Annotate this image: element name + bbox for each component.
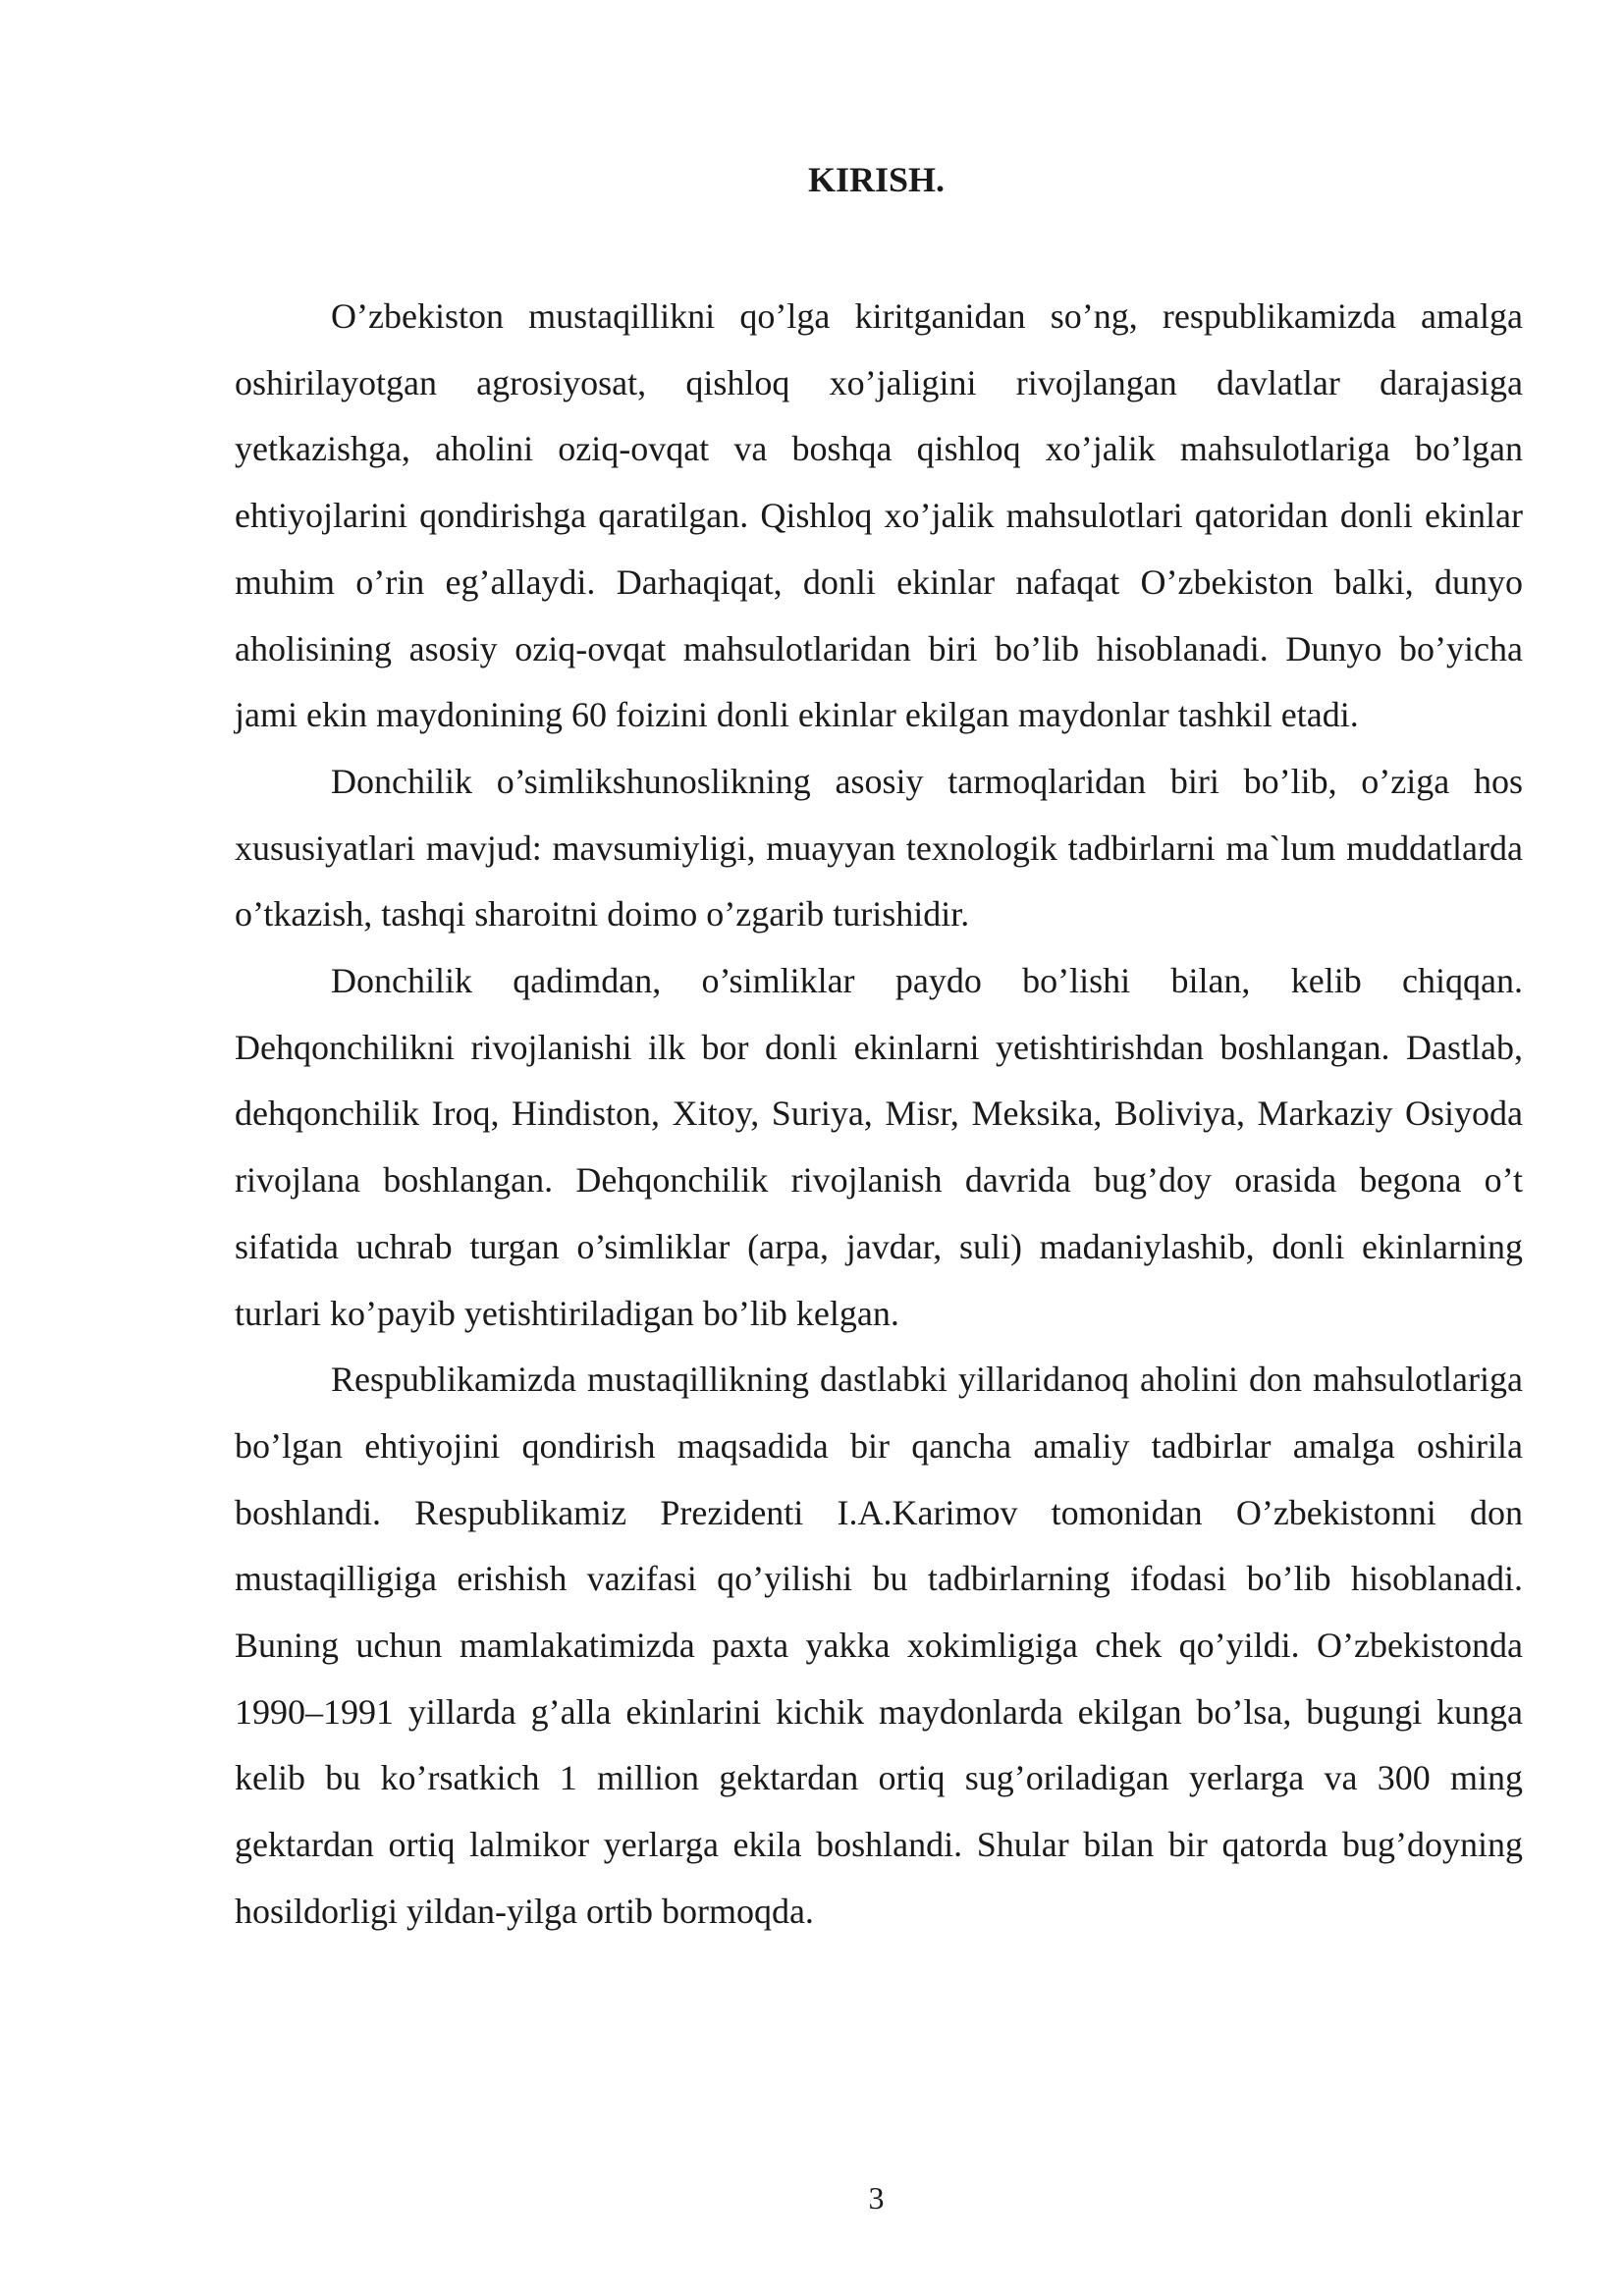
page-number: 3 xyxy=(868,2180,885,2216)
paragraph-independence: Respublikamizda mustaqillikning dastlabki yillaridanoq aholini don mahsulotlariga bo’lgan ehtiyojini qondirish maqsadida bir qancha amaliy tadbirlar amalga oshirila boshlandi. Respublikamiz Prezidenti I.A.Karimov tomonidan O’zbekistonni don mustaqilligiga erishish vazifasi qo’yilishi bu tadbirlarning ifodasi bo’lib hisoblanadi. Buning uchun mamlakatimizda paxta yakka xokimligiga chek qo’yildi. O’zbekistonda 1990–1991 yillarda g’alla ekinlarini kichik maydonlarda ekilgan bo’lsa, bugungi kunga kelib bu ko’rsatkich 1 million gektardan ortiq sug’oriladigan yerlarga va 300 ming gektardan ortiq lalmikor yerlarga ekila boshlandi. Shular bilan bir qatorda bug’doyning hosildorligi yildan-yilga ortib bormoqda. xyxy=(235,1360,1523,1931)
paragraph-donchilik-features: Donchilik o’simlikshunoslikning asosiy tarmoqlaridan biri bo’lib, o’ziga hos xususiyatlari mavjud: mavsumiyligi, muayyan texnologik tadbirlarni ma`lum muddatlarda o’tkazish, tashqi sharoitni doimo o’zgarib turishidir. xyxy=(235,761,1523,934)
paragraph-intro: O’zbekiston mustaqillikni qo’lga kiritganidan so’ng, respublikamizda amalga oshirilayotgan agrosiyosat, qishloq xo’jaligini rivojlangan davlatlar darajasiga yetkazishga, aholini oziq-ovqat va boshqa qishloq xo’jalik mahsulotlariga bo’lgan ehtiyojlarini qondirishga qaratilgan. Qishloq xo’jalik mahsulotlari qatoridan donli ekinlar muhim o’rin eg’allaydi. Darhaqiqat, donli ekinlar nafaqat O’zbekiston balki, dunyo aholisining asosiy oziq-ovqat mahsulotlaridan biri bo’lib hisoblanadi. Dunyo bo’yicha jami ekin maydonining 60 foizini donli ekinlar ekilgan maydonlar tashkil etadi. xyxy=(235,296,1523,735)
paragraph-donchilik-history: Donchilik qadimdan, o’simliklar paydo bo’lishi bilan, kelib chiqqan. Dehqonchilikni rivojlanishi ilk bor donli ekinlarni yetishtirishdan boshlangan. Dastlab, dehqonchilik Iroq, Hindiston, Xitoy, Suriya, Misr, Meksika, Boliviya, Markaziy Osiyoda rivojlana boshlangan. Dehqonchilik rivojlanish davrida bug’doy orasida begona o’t sifatida uchrab turgan o’simliklar (arpa, javdar, suli) madaniylashib, donli ekinlarning turlari ko’payib yetishtiriladigan bo’lib kelgan. xyxy=(235,961,1523,1333)
body-text xyxy=(235,284,1523,1946)
section-title: KIRISH. xyxy=(807,160,946,199)
